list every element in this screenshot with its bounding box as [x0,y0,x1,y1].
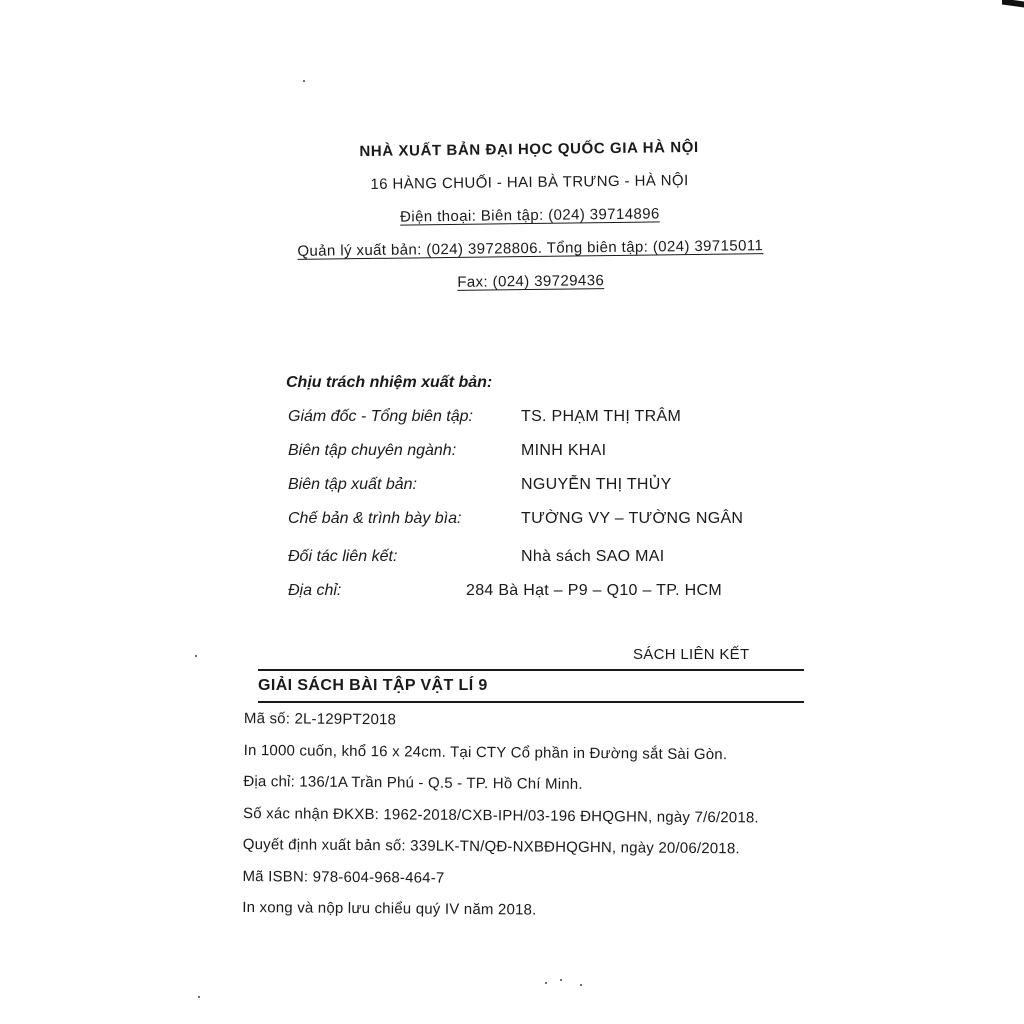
role-label: Biên tập chuyên ngành: [288,442,457,459]
role-person: MINH KHAI [521,442,607,459]
responsibility-row [286,406,786,440]
partner-row [286,546,786,580]
corner-scan-mark [1002,0,1024,8]
role-person: TƯỜNG VY – TƯỜNG NGÂN [521,510,744,527]
responsibility-block [286,372,786,614]
partner-label: Đối tác liên kết: [288,548,398,565]
responsibility-row [286,440,786,474]
publisher-fax: Fax: (024) 39729436 [457,272,605,291]
role-label: Giám đốc - Tổng biên tập: [288,408,473,425]
divider-bottom [258,701,804,703]
scan-speck [303,80,305,82]
partner-address-row [286,580,786,614]
responsibility-row [286,474,786,508]
detail-isbn: Mã ISBN: 978-604-968-464-7 [242,867,445,887]
role-person: NGUYỄN THỊ THỦY [521,476,672,493]
scan-speck [580,984,582,986]
scan-speck [198,996,200,998]
publisher-header [199,136,861,309]
detail-registration: Số xác nhận ĐKXB: 1962-2018/CXB-IPH/03-196 ĐHQGHN, ngày 7/6/2018. [243,804,759,826]
partner-name: Nhà sách SAO MAI [521,548,665,565]
partner-address-value: 284 Bà Hạt – P9 – Q10 – TP. HCM [466,582,722,599]
detail-deposit: In xong và nộp lưu chiểu quý IV năm 2018. [242,898,537,919]
role-label: Chế bản & trình bày bìa: [288,510,462,527]
scan-speck [195,655,197,657]
detail-print-run: In 1000 cuốn, khổ 16 x 24cm. Tại CTY Cổ phần in Đường sắt Sài Gòn. [243,741,728,763]
scan-speck [545,982,547,984]
publisher-address: 16 HÀNG CHUỐI - HAI BÀ TRƯNG - HÀ NỘI [370,172,689,193]
responsibility-heading: Chịu trách nhiệm xuất bản: [286,374,493,391]
publisher-management-contacts: Quản lý xuất bản: (024) 39728806. Tổng biên tập: (024) 39715011 [297,237,764,260]
scan-speck [560,979,562,981]
detail-decision: Quyết định xuất bản số: 339LK-TN/QĐ-NXBĐHQGHN, ngày 20/06/2018. [242,835,740,858]
publisher-phone: Điện thoại: Biên tập: (024) 39714896 [400,205,660,226]
detail-code: Mã số: 2L-129PT2018 [243,709,397,729]
role-label: Biên tập xuất bản: [288,476,417,493]
linked-book-label: SÁCH LIÊN KẾT [633,646,750,663]
divider-top [258,669,804,671]
publisher-name: NHÀ XUẤT BẢN ĐẠI HỌC QUỐC GIA HÀ NỘI [359,138,699,161]
printing-details [242,708,864,934]
partner-address-label: Địa chỉ: [288,582,342,599]
detail-printer-address: Địa chỉ: 136/1A Trần Phú - Q.5 - TP. Hồ Chí Minh. [243,772,583,793]
role-person: TS. PHẠM THỊ TRÂM [521,408,682,425]
book-title: GIẢI SÁCH BÀI TẬP VẬT LÍ 9 [258,677,488,694]
responsibility-row [286,508,786,542]
